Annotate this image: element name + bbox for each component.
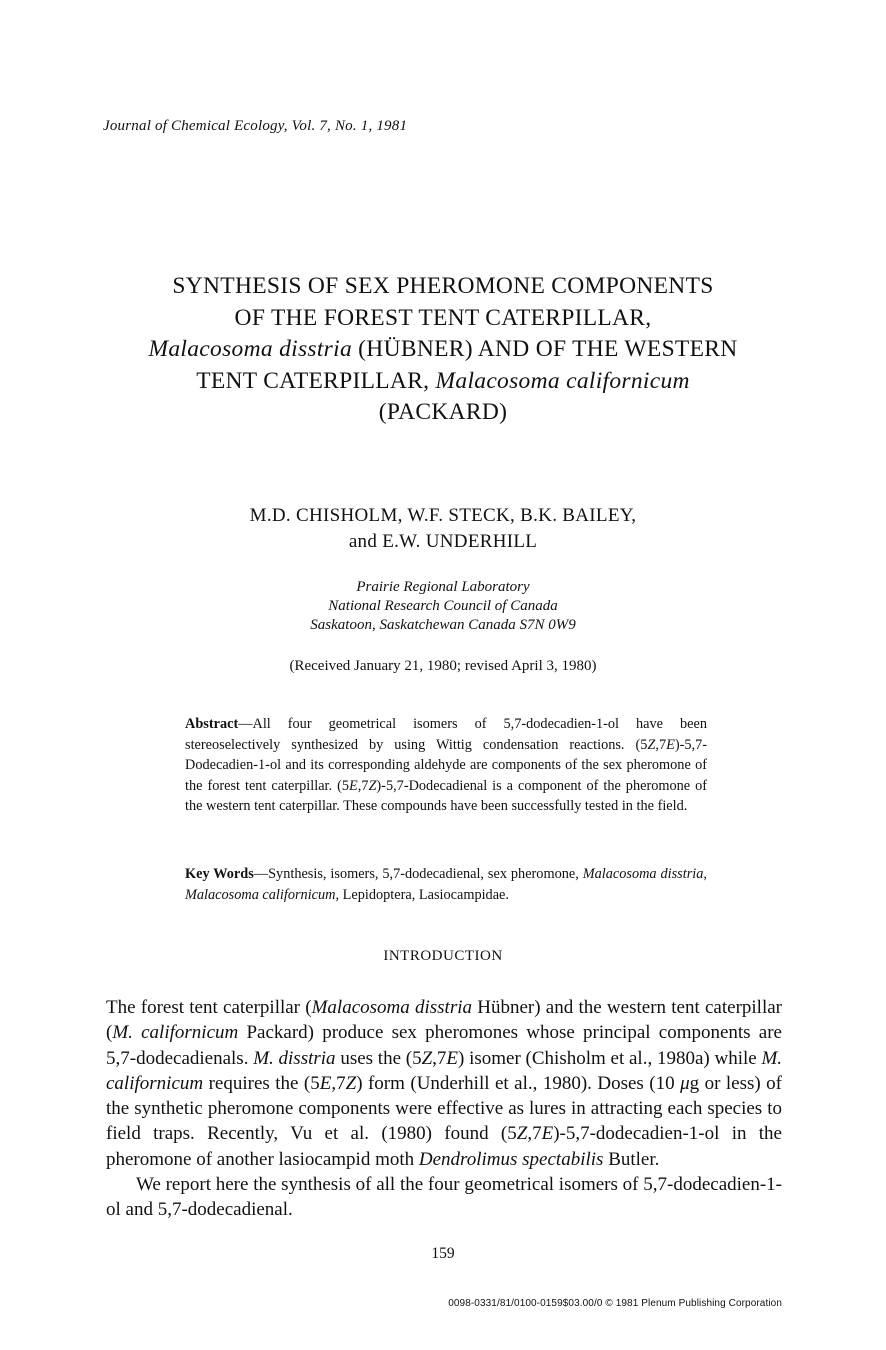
abstract-text-4: ,7 — [357, 777, 369, 794]
affiliation-line-3: Saskatoon, Saskatchewan Canada S7N 0W9 — [310, 617, 576, 633]
abstract-text-1: All four geometrical isomers of 5,7-dodecadien-1-ol have been stereoselectively synthesized by using Wittig condensation reactions. (5 — [185, 716, 707, 753]
intro-text-l: )-5,7-dodecadien-1-ol in the pheromone of another lasiocampid moth — [106, 1123, 782, 1170]
intro-text-c: Packard) produce sex pheromones whose principal components are 5,7-dodecadienals. — [106, 1022, 782, 1069]
abstract — [185, 714, 707, 817]
intro-mu: μ — [680, 1072, 690, 1094]
abstract-z-1: Z — [647, 736, 656, 753]
intro-species-4: M. californicum — [106, 1047, 783, 1094]
intro-text-g: requires the (5 — [203, 1072, 320, 1094]
received-dates: (Received January 21, 1980; revised April 3, 1980) — [289, 658, 597, 674]
intro-text-j: g or less) of the synthetic pheromone components were effective as lures in attracting each species to field traps. Recently, Vu et al. (1980) found (5 — [106, 1072, 782, 1145]
title-line-3 — [60, 334, 826, 366]
keywords-text: Synthesis, isomers, 5,7-dodecadienal, sex pheromone, — [268, 866, 583, 882]
intro-text-b: Hübner) and the western tent caterpillar ( — [106, 997, 782, 1044]
intro-species-5: Dendrolimus spectabilis — [418, 1148, 604, 1170]
keywords-tail: , Lepidoptera, Lasiocampidae. — [335, 886, 509, 903]
abstract-dash: — — [238, 716, 253, 732]
keywords-sep: , — [703, 866, 707, 882]
intro-iso-3: E — [319, 1072, 332, 1094]
intro-species-2: M. californicum — [112, 1022, 239, 1044]
title-species-1: Malacosoma disstria — [148, 336, 352, 362]
abstract-text-3: )-5,7-Dodecadien-1-ol and its corresponding aldehyde are components of the sex pheromone of the forest tent caterpillar. (5 — [185, 736, 707, 794]
affiliation-line-1: Prairie Regional Laboratory — [356, 579, 530, 595]
author-list — [60, 503, 826, 555]
intro-iso-5: Z — [516, 1123, 528, 1145]
affiliation — [60, 578, 826, 635]
intro-text-m: Butler. — [603, 1148, 660, 1170]
key-words — [185, 864, 707, 905]
intro-paragraph-1 — [106, 995, 782, 1172]
intro-text-f: ) isomer (Chisholm et al., 1980a) while — [458, 1047, 762, 1069]
intro-paragraph-2: We report here the synthesis of all the four geometrical isomers of 5,7-dodecadien-1-ol and 5,7-dodecadienal. — [106, 1174, 782, 1221]
abstract-text-5: )-5,7-Dodecadienal is a component of the pheromone of the western tent caterpillar. These compounds have been successfully tested in the field. — [185, 777, 707, 814]
keywords-label: Key Words — [185, 866, 254, 882]
title-line-5: (PACKARD) — [378, 399, 508, 425]
abstract-e-2: E — [349, 777, 358, 794]
intro-species-1: Malacosoma disstria — [311, 997, 473, 1018]
keywords-species-2: Malacosoma californicum — [185, 886, 336, 903]
section-heading-introduction: INTRODUCTION — [383, 948, 503, 964]
title-species-2: Malacosoma californicum — [435, 367, 690, 394]
copyright-footer: 0098-0331/81/0100-0159$03.00/0 © 1981 Plenum Publishing Corporation — [448, 1298, 782, 1309]
intro-text-i: ) form (Underhill et al., 1980). Doses (10 — [356, 1072, 681, 1094]
title-line-1: SYNTHESIS OF SEX PHEROMONE COMPONENTS — [172, 273, 714, 299]
keywords-species-1: Malacosoma disstria — [582, 866, 704, 882]
abstract-label: Abstract — [185, 716, 239, 732]
abstract-text-2: ,7 — [655, 736, 667, 753]
introduction-body — [106, 995, 782, 1223]
title-line-2: OF THE FOREST TENT CATERPILLAR, — [234, 304, 652, 331]
abstract-e-1: E — [666, 736, 675, 753]
page-number: 159 — [431, 1245, 455, 1262]
affiliation-line-2: National Research Council of Canada — [328, 598, 558, 614]
authors-line-2: and E.W. UNDERHILL — [348, 531, 538, 552]
intro-text-d: uses the (5 — [335, 1047, 422, 1069]
intro-iso-1: Z — [421, 1047, 433, 1069]
title-line-4 — [60, 366, 826, 398]
intro-text-a: The forest tent caterpillar ( — [106, 997, 312, 1018]
intro-iso-4: Z — [345, 1072, 357, 1094]
intro-text-e: ,7 — [432, 1047, 447, 1069]
title-line-4-text: TENT CATERPILLAR, — [196, 367, 436, 394]
journal-citation: Journal of Chemical Ecology, Vol. 7, No. 1, 1981 — [103, 118, 408, 134]
authors-line-1: M.D. CHISHOLM, W.F. STECK, B.K. BAILEY, — [249, 505, 637, 526]
article-title — [60, 271, 826, 429]
intro-text-h: ,7 — [331, 1072, 346, 1094]
intro-species-3: M. disstria — [253, 1047, 336, 1069]
intro-iso-2: E — [446, 1047, 459, 1069]
intro-text-k: ,7 — [527, 1123, 542, 1145]
intro-iso-6: E — [541, 1123, 554, 1145]
keywords-dash: — — [253, 866, 269, 882]
title-line-3-rest: (HÜBNER) AND OF THE WESTERN — [352, 336, 738, 362]
abstract-z-2: Z — [368, 777, 377, 794]
